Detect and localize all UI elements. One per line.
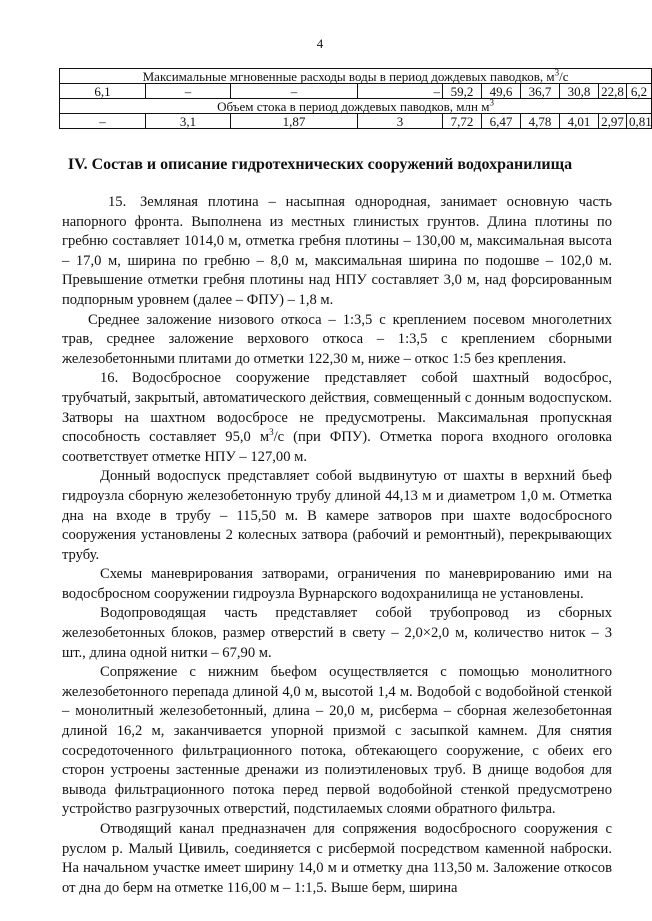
volume-cell: 4,78: [521, 114, 560, 129]
flow-cell: 6,2: [627, 84, 652, 99]
flow-header-text: Максимальные мгновенные расходы воды в период дождевых паводков, м: [142, 69, 555, 84]
runoff-table-container: [59, 67, 652, 129]
flow-header-cell: [60, 69, 652, 84]
flow-cell: 36,7: [521, 84, 560, 99]
volume-cell: 6,47: [482, 114, 521, 129]
flow-values-row: [60, 84, 652, 99]
flow-header-row: [60, 69, 652, 84]
volume-cell: 1,87: [231, 114, 358, 129]
volume-header-cell: [60, 99, 652, 114]
runoff-table: [59, 68, 652, 129]
paragraph-15: [62, 193, 612, 311]
volume-cell: 4,01: [560, 114, 599, 129]
flow-cell: 6,1: [60, 84, 146, 99]
volume-cell: –: [60, 114, 146, 129]
paragraph-sup: 3: [269, 427, 274, 438]
flow-header-sup: 3: [554, 67, 560, 78]
volume-header-row: [60, 99, 652, 114]
flow-header-unit: /с: [559, 69, 569, 84]
paragraph-text: Земляная плотина – насыпная однородная, занимает основную часть напорного фронта. Выполнена из местных глинистых грунтов. Длина плотины по гребню составляет 1014,0 м, отметка гребня плотины – 130,00 м, максимальная высота – 17,0 м, ширина по гребню – 8,0 м, максимальная ширина по подошве – 102,0 м. Превышение отметки гребня плотины над НПУ составляет 3,0 м, над форсированным подпорным уровнем (далее – ФПУ) – 1,8 м.: [62, 194, 612, 308]
document-body: [62, 193, 612, 898]
paragraph-text-cont: /с (при ФПУ). Отметка порога входного оголовка соответствует отметке НПУ – 127,00 м.: [62, 429, 612, 465]
paragraph-number: 16.: [100, 370, 119, 387]
page-number: 4: [316, 36, 324, 51]
paragraph-tailwater: Сопряжение с нижним бьефом осуществляется с помощью монолитного железобетонного перепада длиной 4,0 м, высотой 1,4 м. Водобой с водобойной стенкой – монолитный железобетонный, длина – 20,0 м, рисберма – сборная железобетонная длиной 16,2 м, заканчивается упорной призмой с засыпкой камнем. Для снятия сосредоточенного фильтрационного потока, обтекающего сооружение, с обеих его сторон устроены застенные дренажи из полиэтиленовых труб. В днище водобоя для вывода фильтрационного потока перед первой водобойной стенкой предусмотрено устройство разгрузочных отверстий, подстилаемых слоями обратного фильтра.: [62, 664, 612, 818]
paragraph-bottom-outlet: Донный водоспуск представляет собой выдвинутую от шахты в верхний бьеф гидроузла сборную железобетонную трубу длиной 44,13 м и диаметром 1,0 м. Отметка дна на входе в трубу – 115,50 м. В камере затворов при шахте водосбросного сооружения установлены 2 колесных затвора (рабочий и ремонтный), перекрывающих трубу.: [62, 468, 612, 563]
paragraph-gate-schemes: Схемы маневрирования затворами, ограничения по маневрированию ими на водосбросном сооружении гидроузла Вурнарского водохранилища не установлены.: [62, 566, 612, 602]
volume-cell: 0,81: [627, 114, 652, 129]
volume-header-text: Объем стока в период дождевых паводков, млн м: [217, 99, 490, 114]
flow-cell: –: [358, 84, 443, 99]
volume-values-row: [60, 114, 652, 129]
flow-cell: 30,8: [560, 84, 599, 99]
volume-header-sup: 3: [489, 97, 494, 108]
paragraph-outlet-channel: Отводящий канал предназначен для сопряжения водосбросного сооружения с руслом р. Малый Цивиль, соединяется с рисбермой посредством каменной наброски. На начальном участке имеет ширину 14,0 м и отметку дна 113,50 м. Заложение откосов от дна до берм на отметке 116,00 м – 1:1,5. Выше берм, ширина: [62, 821, 612, 896]
volume-cell: 7,72: [443, 114, 482, 129]
volume-cell: 2,97: [599, 114, 627, 129]
paragraph-slopes: Среднее заложение низового откоса – 1:3,5 с креплением посевом многолетних трав, среднее заложение верхового откоса – 1:3,5 с креплением сборными железобетонными плитами до отметки 122,30 м, ниже – откос 1:5 без крепления.: [62, 311, 612, 367]
flow-cell: 59,2: [443, 84, 482, 99]
volume-cell: 3: [358, 114, 443, 129]
flow-cell: –: [146, 84, 231, 99]
paragraph-16: [62, 369, 612, 467]
paragraph-conduit: Водопроводящая часть представляет собой трубопровод из сборных железобетонных блоков, размер отверстий в свету – 2,0×2,0 м, количество ниток – 3 шт., длина одной нитки – 67,90 м.: [62, 605, 612, 661]
section-title: IV. Состав и описание гидротехнических сооружений водохранилища: [67, 156, 573, 173]
flow-cell: 49,6: [482, 84, 521, 99]
paragraph-text: Водосбросное сооружение представляет собой шахтный водосброс, трубчатый, закрытый, автоматического действия, совмещенный с донным водоспуском. Затворы на шахтном водосбросе не предусмотрены. Максимальная пропускная способность составляет 95,0 м: [62, 370, 612, 446]
paragraph-number: 15.: [108, 194, 127, 210]
flow-cell: 22,8: [599, 84, 627, 99]
flow-cell: –: [231, 84, 358, 99]
volume-cell: 3,1: [146, 114, 231, 129]
